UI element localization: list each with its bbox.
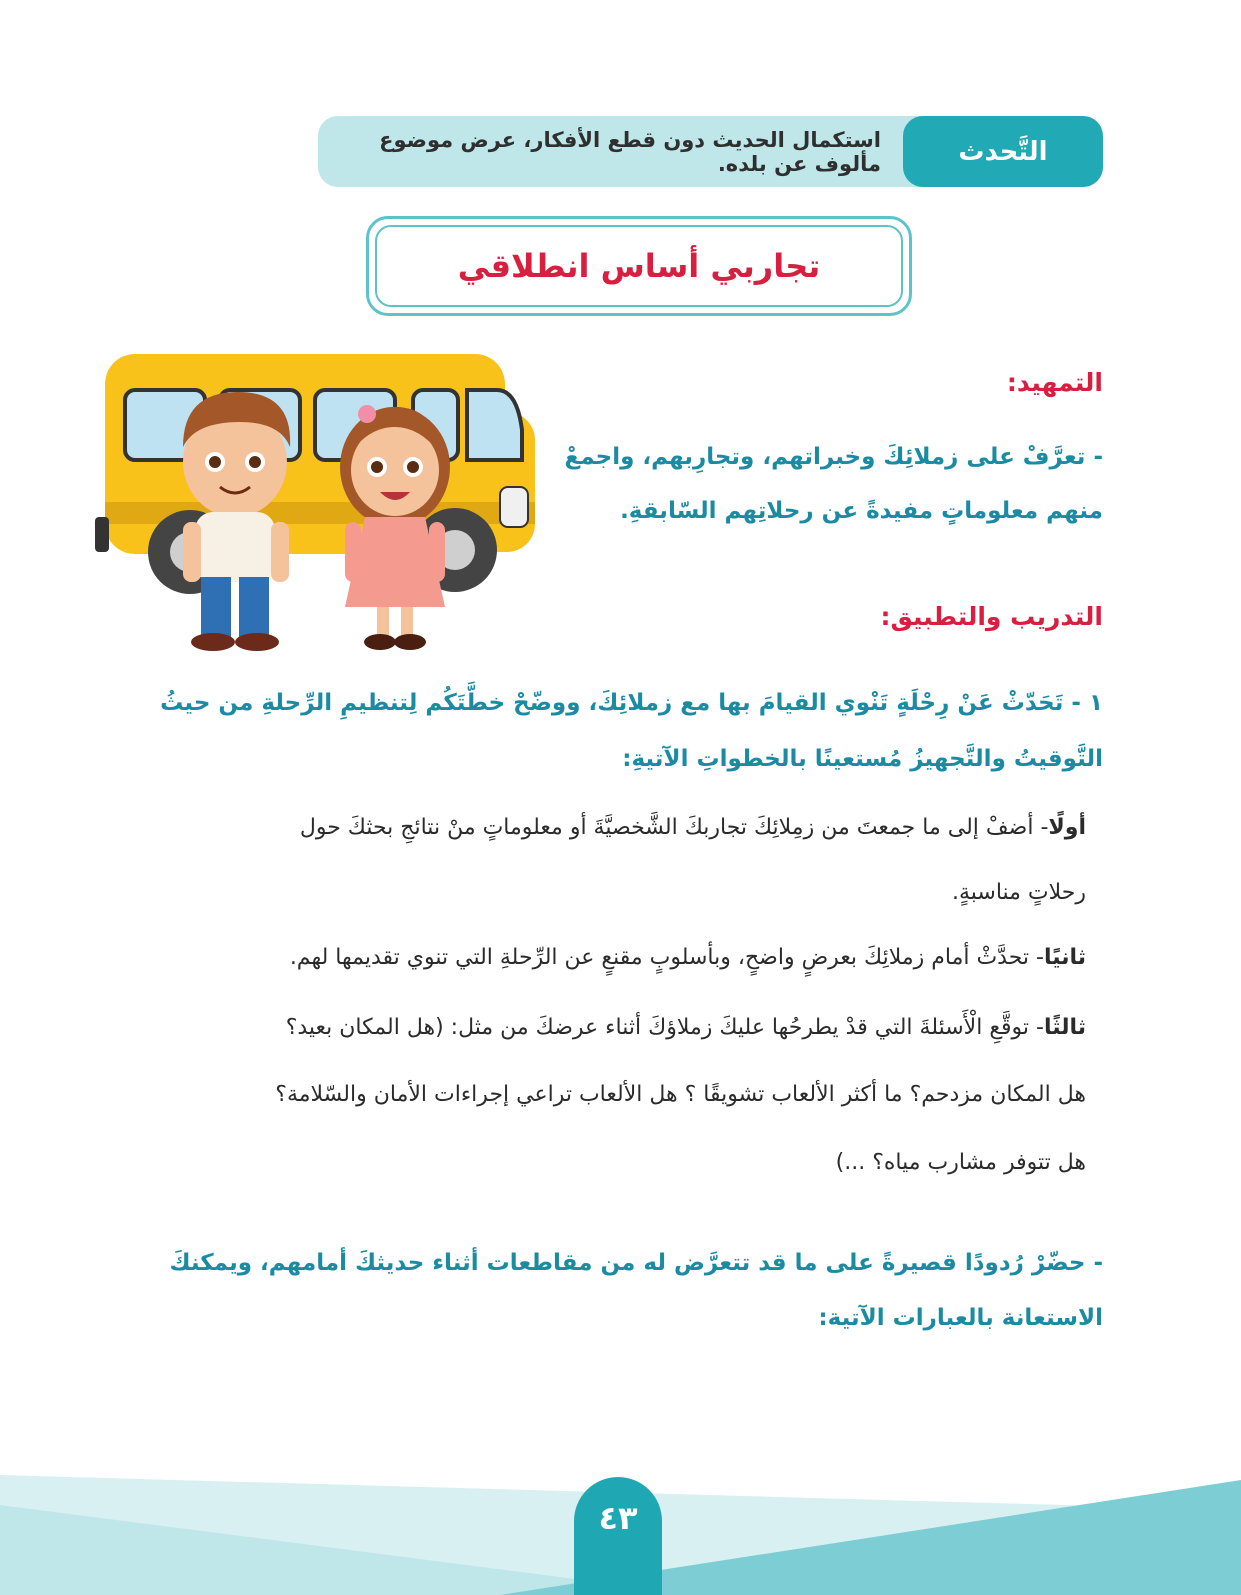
step-3-line-2: هل المكان مزدحم؟ ما أكثر الألعاب تشويقًا ؟ هل الألعاب تراعي إجراءات الأمان والسّلامة؟ [275,1082,1086,1107]
practice-heading: التدريب والتطبيق: [880,602,1103,631]
step-3-line-1 [286,1015,1086,1040]
step-2-text: - تحدَّثْ أمام زملائِكَ بعرضٍ واضحٍ، وبأسلوبٍ مقنعٍ عن الرِّحلةِ التي تنوي تقديمها لهم. [289,945,1044,970]
step-1-line-1 [300,815,1086,840]
objective-text: استكمال الحديث دون قطع الأفكار، عرض موضوع مألوف عن بلده. [379,127,881,176]
intro-heading: التمهيد: [1006,368,1103,397]
step-1-text: - أضفْ إلى ما جمعتَ من زمِلائِكَ تجاربكَ الشَّخصيَّةَ أو معلوماتٍ منْ نتائجِ بحثكَ حول [299,815,1049,840]
intro-line-2: منهم معلوماتٍ مفيدةً عن رحلاتِهم السّابقةِ. [620,498,1103,524]
section-tab: التَّحدث [903,116,1103,187]
step-1-label: أولًا [1048,815,1086,840]
step-3-line-3: هل تتوفر مشارب مياه؟ ...) [835,1150,1086,1175]
intro-line-1: - تعرَّفْ على زملائِكَ وخبراتهم، وتجارِبهم، واجمعْ [564,444,1103,470]
practice-item1-line-2: التَّوقيتُ والتَّجهيزُ مُستعينًا بالخطواتِ الآتيةِ: [622,746,1103,772]
closing-line-1: - حضّرْ رُدودًا قصيرةً على ما قد تتعرَّض له من مقاطعات أثناء حديثكَ أمامهم، ويمكنكَ [169,1250,1103,1276]
step-3-text: - توقَّعِ الْأَسئلةَ التي قدْ يطرحُها عليكَ زملاؤكَ أثناء عرضكَ من مثل: (هل المكان بعيد؟ [285,1015,1044,1040]
step-1-line-2: رحلاتٍ مناسبةٍ. [951,880,1086,905]
closing-line-2: الاستعانة بالعبارات الآتية: [818,1305,1103,1331]
step-2-label: ثانيًا [1043,945,1086,970]
practice-item1-line-1: ١ - تَحَدّثْ عَنْ رِحْلَةٍ تَنْوي القيامَ بها مع زملائِكَ، ووضّحْ خطَّتَكُم لِتنظيمِ الرِّحلةِ من حيثُ [160,690,1103,716]
lesson-title: تجاربي أساس انطلاقي [375,225,903,307]
step-3-label: ثالثًا [1043,1015,1086,1040]
page-number: ٤٣ [574,1477,662,1595]
step-2-line-1 [290,945,1086,970]
school-bus-kids-illustration [95,352,545,652]
